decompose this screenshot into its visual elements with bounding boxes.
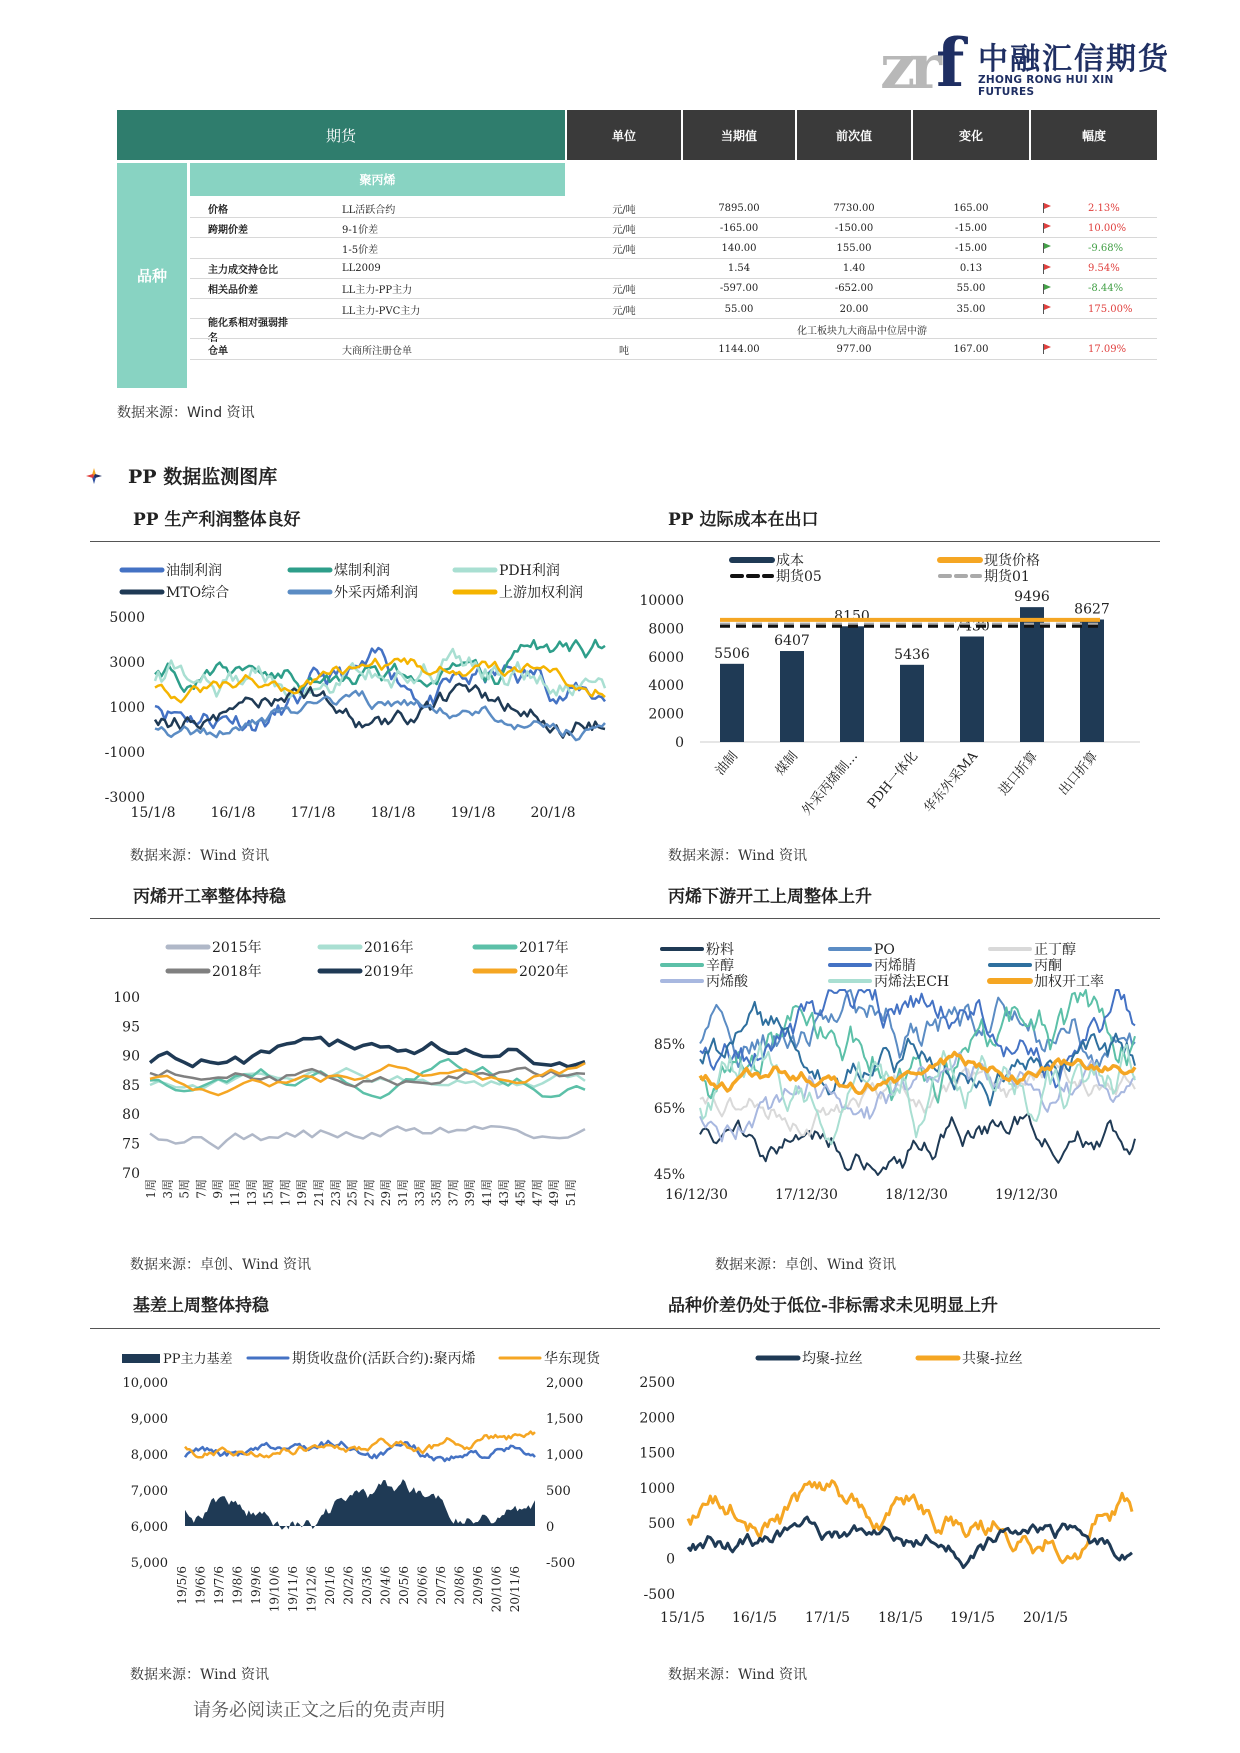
row-pct: 10.00% [1088,222,1127,234]
row-pct: -9.68% [1088,242,1124,254]
row-category: 仓单 [208,345,228,357]
x-tick: 18/1/8 [370,805,416,821]
legend-label: 正丁醇 [1034,942,1076,958]
row-pct: 17.09% [1088,343,1127,355]
y-tick: 10000 [639,593,684,609]
logo-en: ZHONG RONG HUI XIN FUTURES [978,74,1114,98]
legend-swatch [122,1354,160,1363]
x-tick: 20/10/6 [489,1566,504,1613]
flag-up-icon [1043,304,1052,314]
y-tick: -3000 [104,790,145,806]
legend-label: 丙酮 [1034,958,1062,974]
rule-3 [90,1328,1160,1329]
y-tick-left: 6,000 [130,1520,168,1535]
profit-line-2 [155,649,605,698]
legend-label: 辛醇 [706,958,734,974]
row-previous: -150.00 [834,222,874,234]
x-tick: 20/8/6 [452,1566,467,1605]
row-unit: 元/吨 [612,244,636,256]
header-unit: 单位 [567,110,681,160]
row-current: 7895.00 [718,202,760,214]
y-tick: -500 [643,1586,675,1603]
x-tick: 3周 [160,1179,175,1199]
legend-label: 粉料 [706,942,734,958]
table-source: 数据来源：Wind 资讯 [117,405,255,421]
flag-up-icon [1043,344,1052,354]
x-tick: 20/4/6 [378,1566,393,1605]
x-tick: 11周 [228,1179,242,1207]
y-tick: 5000 [109,610,145,626]
row-unit: 元/吨 [612,305,636,317]
legend-label: 2015年 [212,940,262,956]
x-tick: 15/1/5 [660,1610,706,1626]
x-tick: 7周 [194,1179,209,1199]
x-tick: 1周 [144,1179,158,1199]
x-tick: 外采丙烯制… [799,748,862,819]
y-tick: 75 [122,1136,140,1153]
row-item [342,319,564,339]
rule-2 [90,918,1160,919]
row-category: 价格 [208,204,228,216]
y-tick: -1000 [104,745,145,761]
x-tick: 20/1/6 [323,1566,337,1605]
x-tick: 9周 [211,1179,226,1199]
row-current: 140.00 [721,242,757,254]
flag-up-icon [1043,223,1052,233]
copoly-spread-line [688,1481,1132,1563]
x-tick: 19/1/5 [950,1610,996,1626]
legend-label: 煤制利润 [334,563,390,579]
cost-bar [780,651,804,742]
header-range: 幅度 [1031,110,1157,160]
x-tick: 煤制 [772,748,802,779]
chart6-title: 品种价差仍处于低位-非标需求未见明显上升 [668,1296,999,1316]
legend-label: 丙烯腈 [874,958,916,974]
x-tick: 17/1/8 [290,805,336,821]
legend-label: 2019年 [364,964,414,980]
chart3-propylene [113,935,610,1220]
logo-cn: 中融汇信期货 [978,42,1170,77]
legend-label: 丙烯酸 [706,974,748,990]
propylene-line-0 [150,1126,585,1148]
row-item: LL主力-PP主力 [342,285,413,297]
legend-label: 期货收盘价(活跃合约):聚丙烯 [292,1351,476,1367]
legend-label: 共聚-拉丝 [962,1351,1023,1367]
x-tick: 19/7/6 [212,1566,226,1605]
x-tick: 21周 [312,1179,326,1207]
row-previous: 20.00 [839,303,869,315]
x-tick: 45周 [513,1179,528,1207]
svg-text:zr: zr [880,30,936,103]
legend-label: 2020年 [519,964,569,980]
row-pct-cell [1031,339,1157,359]
row-change: -15.00 [954,242,987,254]
y-tick: 85% [653,1037,685,1053]
x-tick: 17/1/5 [805,1610,851,1626]
row-current: -165.00 [719,222,759,234]
profit-line-3 [155,684,605,738]
y-tick-left: 8,000 [130,1448,168,1463]
x-tick: 13周 [244,1179,259,1207]
flag-up-icon [1043,264,1052,274]
y-tick-left: 5,000 [130,1556,168,1571]
row-category: 主力成交持仓比 [208,265,278,277]
row-category: 相关品价差 [208,285,258,297]
row-pct-cell [1031,238,1157,258]
cost-bar [1080,619,1104,742]
profit-line-4 [155,691,605,740]
chart4-downstream [650,935,1160,1215]
x-tick: 19/6/6 [193,1566,208,1605]
legend-label: PP主力基差 [163,1352,233,1367]
x-tick: 18/12/30 [885,1187,948,1203]
x-tick: 47周 [530,1179,545,1207]
row-unit: 元/吨 [612,204,636,216]
x-tick: 35周 [429,1179,444,1207]
rule-1 [90,541,1160,542]
row-pct-cell [1031,259,1157,279]
row-current: -597.00 [719,283,759,295]
y-tick: 6000 [648,649,684,666]
row-category [190,238,290,258]
x-tick: 20/11/6 [508,1566,522,1613]
chart3-title: 丙烯开工率整体持稳 [133,887,286,907]
row-category: 跨期价差 [208,224,248,236]
y-tick-right: 0 [546,1520,555,1535]
bar-value: 5506 [714,645,750,662]
x-tick: 20/5/6 [397,1566,411,1605]
row-pct: 2.13% [1088,202,1120,214]
row-change: 165.00 [953,202,989,214]
row-pct: 175.00% [1088,303,1133,315]
legend-label: 2017年 [519,940,569,956]
y-tick: 45% [653,1167,685,1183]
row-divider [190,359,1157,360]
legend-label: 成本 [776,553,804,569]
row-previous: 155.00 [836,242,872,254]
header-change: 变化 [913,110,1029,160]
flag-up-icon [1043,203,1052,213]
x-tick: 20/7/6 [434,1566,448,1605]
row-item: 1-5价差 [342,244,379,256]
y-tick: 4000 [648,678,684,695]
row-item: LL2009 [342,263,381,275]
legend-label: 外采丙烯利润 [334,585,418,601]
section-title: PP 数据监测图库 [128,466,278,488]
legend-label: PO [874,942,895,958]
x-tick: 19/9/6 [249,1566,263,1605]
x-tick: 进口折算 [996,748,1042,799]
legend-label: 加权开工率 [1034,974,1104,990]
y-tick: 1000 [109,700,145,716]
disclaimer-footer: 请务必阅读正文之后的免责声明 [193,1700,445,1721]
cost-bar [720,664,744,742]
legend-label: PDH利润 [499,563,560,579]
row-item: 大商所注册仓单 [342,345,412,357]
y-tick: 100 [113,990,140,1006]
y-tick: 1000 [639,1480,675,1497]
header-current: 当期值 [683,110,795,160]
legend-label: 2016年 [364,940,414,956]
x-tick: 出口折算 [1056,748,1102,799]
flag-down-icon [1043,243,1052,253]
chart6-source: 数据来源：Wind 资讯 [668,1667,808,1683]
y-tick: 2000 [639,1410,675,1427]
x-tick: 23周 [328,1179,343,1207]
row-category: 能化系相对强弱排 [208,318,288,330]
row-unit: 元/吨 [612,224,636,236]
chart5-basis [110,1340,620,1650]
row-current: 1.54 [727,263,751,275]
cost-bar [960,636,984,742]
basis-area [185,1479,535,1530]
x-tick: 15/1/8 [130,805,176,821]
legend-label: 均聚-拉丝 [802,1351,863,1367]
row-merged: 化工板块九大商品中位居中游 [797,325,927,337]
row-change: 35.00 [956,303,986,315]
chart2-title: PP 边际成本在出口 [668,510,819,530]
downstream-line-3 [700,990,1135,1103]
cost-bar [900,665,924,742]
y-tick: 3000 [109,655,145,671]
legend-label: 油制利润 [166,563,222,579]
x-tick: 19/12/30 [995,1187,1058,1203]
y-tick: 95 [122,1019,140,1036]
row-pct-cell [1031,198,1157,218]
x-tick: 16/12/30 [665,1187,728,1203]
row-pct-cell [1031,299,1157,319]
x-tick: 5周 [177,1179,192,1199]
legend-label: 期货01 [984,569,1030,585]
x-tick: 27周 [362,1179,377,1207]
propylene-line-4 [150,1037,585,1066]
x-tick: 20/6/6 [415,1566,430,1605]
legend-label: 华东现货 [544,1351,600,1367]
x-tick: 19/1/8 [450,805,496,821]
bar-value: 7430 [954,618,990,635]
x-tick: 17周 [278,1179,293,1207]
x-tick: 16/1/5 [732,1610,778,1626]
x-tick: 19/10/6 [267,1566,282,1613]
row-change: 0.13 [959,263,983,275]
chart1-title: PP 生产利润整体良好 [133,510,301,530]
cost-bar [840,626,864,742]
y-tick-right: 500 [546,1484,571,1499]
bar-value: 8150 [834,608,870,625]
row-pct-cell [1031,279,1157,299]
flag-down-icon [1043,284,1052,294]
chart6-spread [640,1340,1160,1650]
legend-label: 丙烯法ECH [874,974,950,990]
y-tick-right: -500 [546,1556,576,1571]
x-tick: 18/1/5 [878,1610,924,1626]
company-logo [880,24,1170,103]
x-tick: 华东外采MA [921,748,982,816]
row-previous: 977.00 [836,343,872,355]
legend-label: 现货价格 [984,553,1040,569]
svg-text:f: f [936,24,965,102]
y-tick: 2500 [639,1375,675,1391]
chart2-cost [640,548,1160,840]
x-tick: 20/9/6 [471,1566,485,1605]
row-pct-cell [1031,218,1157,238]
y-tick-left: 9,000 [130,1412,168,1427]
chart4-title: 丙烯下游开工上周整体上升 [668,887,872,907]
x-tick: 43周 [496,1179,511,1207]
x-tick: 29周 [379,1179,394,1207]
row-unit [567,259,681,279]
downstream-line-0 [700,1113,1135,1175]
row-change: 55.00 [956,283,986,295]
bar-value: 5436 [894,646,930,663]
x-tick: 19周 [295,1179,310,1207]
row-pct: -8.44% [1088,283,1124,295]
y-tick-left: 7,000 [130,1484,168,1499]
x-tick: 25周 [345,1179,360,1207]
row-current: 1144.00 [718,343,760,355]
row-previous: 7730.00 [833,202,875,214]
y-tick-left: 10,000 [122,1376,168,1391]
legend-label: MTO综合 [166,585,230,601]
x-tick: 19/5/6 [175,1566,189,1605]
legend-label: 期货05 [776,569,822,585]
legend-label: 上游加权利润 [499,585,583,601]
y-tick: 90 [122,1048,140,1065]
futures-table [117,110,1157,388]
x-tick: 20/3/6 [360,1566,374,1605]
x-tick: 33周 [412,1179,427,1207]
chart1-source: 数据来源：Wind 资讯 [130,848,270,864]
x-tick: 31周 [396,1179,410,1207]
row-change: -15.00 [954,222,987,234]
x-tick: 油制 [712,748,742,779]
chart2-source: 数据来源：Wind 资讯 [668,848,808,864]
row-item: LL活跃合约 [342,204,396,216]
chart5-title: 基差上周整体持稳 [133,1296,269,1316]
x-tick: 51周 [564,1179,578,1207]
y-tick: 70 [122,1165,140,1182]
x-tick: PDH一体化 [864,748,922,812]
x-tick: 19/11/6 [286,1566,300,1613]
x-tick: 16/1/8 [210,805,256,821]
x-tick: 37周 [446,1179,461,1207]
chart1-profit [104,555,620,840]
row-item: 9-1价差 [342,224,379,236]
x-tick: 17/12/30 [775,1187,838,1203]
x-tick: 19/8/6 [230,1566,245,1605]
chart5-source: 数据来源：Wind 资讯 [130,1667,270,1683]
y-tick: 80 [122,1107,140,1124]
chart3-source: 数据来源：卓创、Wind 资讯 [130,1257,312,1273]
x-tick: 15周 [261,1179,276,1207]
product-label: 聚丙烯 [190,163,565,196]
y-tick-right: 2,000 [546,1376,584,1391]
y-tick: 65% [653,1101,685,1117]
y-tick-right: 1,500 [546,1412,584,1427]
x-tick: 20/2/6 [341,1566,356,1605]
diamond-bullet-icon [86,468,102,484]
y-tick: 8000 [648,621,684,638]
row-change: 167.00 [953,343,989,355]
x-tick: 19/12/6 [304,1566,319,1613]
variety-label: 品种 [117,163,187,388]
row-previous: -652.00 [834,283,874,295]
header-previous: 前次值 [797,110,911,160]
y-tick: 85 [122,1077,140,1094]
x-tick: 49周 [547,1179,562,1207]
y-tick: 500 [648,1516,675,1533]
bar-value: 8627 [1074,601,1110,618]
y-tick-right: 1,000 [546,1448,584,1463]
logo-mark-icon [880,24,975,103]
row-unit: 元/吨 [612,285,636,297]
x-tick: 41周 [480,1179,494,1207]
y-tick: 0 [666,1551,675,1568]
header-futures: 期货 [117,110,565,160]
x-tick: 20/1/5 [1023,1610,1069,1626]
legend-label: 2018年 [212,964,262,980]
y-tick: 2000 [648,706,684,723]
row-item: LL主力-PVC主力 [342,305,421,317]
y-tick: 0 [675,735,684,751]
row-previous: 1.40 [842,263,866,275]
y-tick: 1500 [639,1445,675,1462]
row-current: 55.00 [724,303,754,315]
bar-value: 6407 [774,633,810,650]
x-tick: 20/1/8 [530,805,576,821]
row-unit: 吨 [619,345,629,357]
x-tick: 39周 [463,1179,478,1207]
row-pct: 9.54% [1088,263,1120,275]
chart4-source: 数据来源：卓创、Wind 资讯 [715,1257,897,1273]
bar-value: 9496 [1014,589,1050,606]
